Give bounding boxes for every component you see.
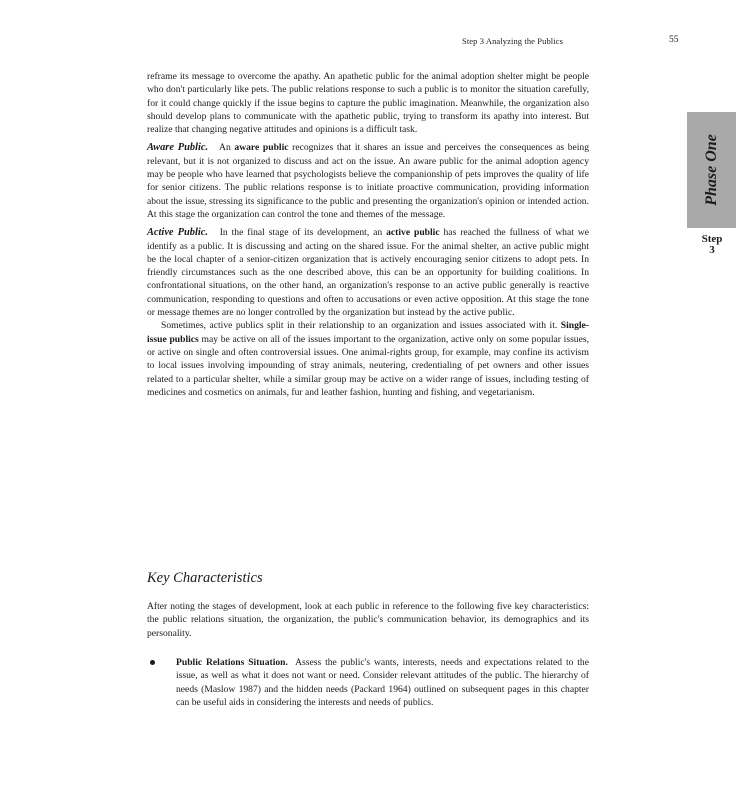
single-issue-text-lead: Sometimes, active publics split in their relationship to an organization and issues associated with it. bbox=[161, 320, 561, 332]
active-public-term: active public bbox=[386, 227, 440, 239]
paragraph-aware-public bbox=[147, 141, 589, 221]
paragraph-apathetic-continued: reframe its message to overcome the apathy. An apathetic public for the animal adoption shelter might be people who don't particularly like pets. The public relations response to such a public is to monitor the situation carefully, for it could change quickly if the issue begins to capture the public imagination. Meanwhile, the organization also should develop plans to communicate with the apathetic public, trying to transform its apathy into interest. But realize that changing negative attitudes and opinions is a difficult task. bbox=[147, 71, 589, 136]
step-marker bbox=[690, 234, 734, 256]
single-issue-term: Single-issue publics bbox=[147, 320, 589, 345]
active-public-text-lead: In the final stage of its development, an bbox=[219, 227, 387, 239]
bullet-term: Public Relations Situation. bbox=[176, 657, 288, 668]
aware-public-run-in-heading: Aware Public. bbox=[147, 142, 209, 154]
aware-public-term: aware public bbox=[234, 142, 289, 154]
list-item bbox=[147, 656, 592, 709]
step-label: Step bbox=[701, 233, 723, 245]
single-issue-text: may be active on all of the issues important to the organization, active only on some popular issues, or active on single and often controversial issues. One animal-rights group, for example, may confine its activism to local issues involving impounding of stray animals, neutering, credentialing of pet owners and other issues related to a particular shelter, while a similar group may be active on a wider range of issues, including testing of medicines and cosmetics on animals, fur and leather fashion, hunting and fishing, and vegetarianism. bbox=[147, 333, 589, 398]
active-public-text: has reached the fullness of what we identify as a public. It is discussing and acting on the shared issue. For the animal shelter, an active public might be the local chapter of a senior-citizen organization that is actively encouraging senior citizens to adopt pets. In friendly circumstances such as the one described above, this can be an opportunity for building coalitions. In confrontational situations, on the other hand, an organization's response to an active public generally is reactive communication, responding to questions and often to accusations or even active opposition. At this stage the tone or message themes are no longer controlled by the organization but instead by the active public. bbox=[147, 227, 589, 319]
key-characteristics-intro: After noting the stages of development, look at each public in reference to the following five key characteristics: the public relations situation, the organization, the public's communication behavior, its demographics and its personality. bbox=[147, 601, 589, 639]
phase-label: Phase One bbox=[702, 134, 720, 206]
bullet-icon bbox=[150, 660, 155, 665]
page-number: 55 bbox=[669, 35, 679, 45]
paragraph-single-issue-publics bbox=[147, 319, 589, 399]
running-head: Step 3 Analyzing the Publics bbox=[462, 36, 564, 46]
section-heading-key-characteristics: Key Characteristics bbox=[147, 570, 263, 586]
aware-public-text: recognizes that it shares an issue and perceives the consequences as being relevant, but it is not organized to discuss and act on the issue. An aware public for the animal adoption agency may be people who have learned that psychologists believe the companionship of pets improves the quality of life for senior citizens. The public relations response is to initiate proactive communication, providing information about the issue, stressing its significance to the public and presenting the organization's opinion or intended action. At this stage the organization can control the tone and themes of the message. bbox=[147, 142, 590, 220]
active-public-run-in-heading: Active Public. bbox=[147, 227, 208, 239]
body-text bbox=[147, 70, 589, 399]
aware-public-text-lead: An bbox=[219, 142, 235, 154]
phase-side-tab bbox=[687, 112, 736, 228]
characteristics-list bbox=[147, 656, 592, 709]
step-number: 3 bbox=[709, 244, 715, 256]
paragraph-active-public bbox=[147, 226, 589, 319]
bullet-text: Assess the public's wants, interests, needs and expectations related to the issue, as well as what it does not want or need. Consider relevant attitudes of the public. The hierarchy of needs (Maslow 1987) and the hidden needs (Packard 1964) outlined on subsequent pages in this chapter can be useful aids in considering the interests and needs of publics. bbox=[176, 657, 592, 708]
